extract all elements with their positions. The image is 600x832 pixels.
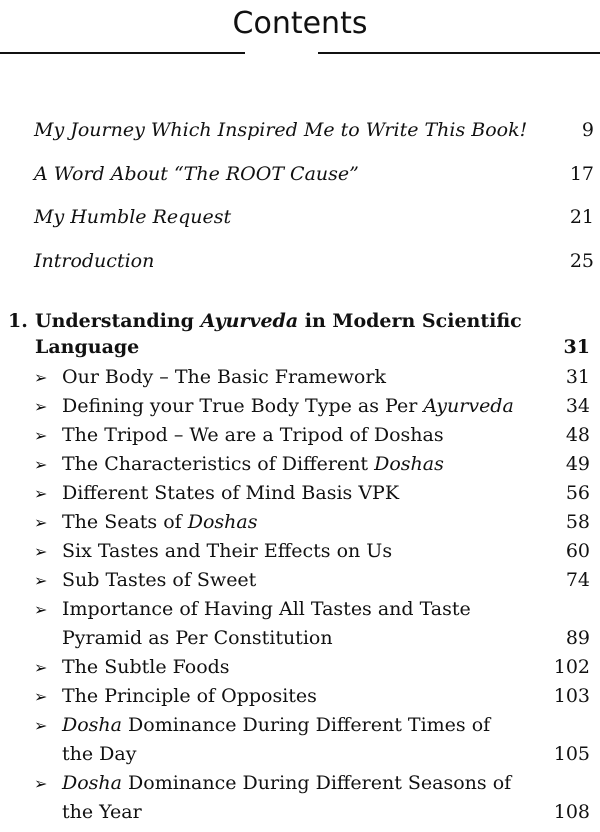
toc-section-entry[interactable] bbox=[34, 363, 590, 392]
toc-section-title: Our Body – The Basic Framework bbox=[62, 366, 386, 388]
toc-section-title: Dosha Dominance During Different Seasons of the Year bbox=[62, 772, 512, 823]
toc-entry-title: My Humble Request bbox=[34, 206, 232, 228]
toc-section-entry[interactable] bbox=[34, 566, 590, 595]
toc-section-page: 105 bbox=[553, 743, 590, 765]
toc-entry-page: 21 bbox=[569, 206, 594, 228]
toc-section-page: 49 bbox=[565, 453, 590, 475]
toc-section-title: The Principle of Opposites bbox=[62, 685, 317, 707]
toc-entry-page: 17 bbox=[569, 163, 594, 185]
toc-section-title: Sub Tastes of Sweet bbox=[62, 569, 257, 591]
chapter-heading[interactable] bbox=[8, 308, 590, 360]
arrow-bullet-icon: ➢ bbox=[34, 687, 48, 706]
toc-section-entry[interactable] bbox=[34, 479, 590, 508]
arrow-bullet-icon: ➢ bbox=[34, 571, 48, 590]
toc-section-entry[interactable] bbox=[34, 682, 590, 711]
arrow-bullet-icon: ➢ bbox=[34, 484, 48, 503]
toc-section-title: Dosha Dominance During Different Times of the Day bbox=[62, 714, 491, 765]
toc-section-entry[interactable] bbox=[34, 421, 590, 450]
arrow-bullet-icon: ➢ bbox=[34, 397, 48, 416]
toc-section-title-line2: the Year bbox=[62, 801, 142, 823]
toc-section-entry[interactable] bbox=[34, 508, 590, 537]
toc-section-page: 103 bbox=[553, 685, 590, 707]
toc-section-page: 108 bbox=[553, 801, 590, 823]
toc-section-title: The Seats of Doshas bbox=[62, 511, 258, 533]
toc-section-entry[interactable] bbox=[34, 392, 590, 421]
chapter-page: 31 bbox=[563, 336, 590, 358]
toc-section-page: 60 bbox=[565, 540, 590, 562]
toc-entry-title: Introduction bbox=[34, 250, 155, 272]
toc-section-page: 74 bbox=[565, 569, 590, 591]
title-rule-left bbox=[0, 52, 245, 54]
arrow-bullet-icon: ➢ bbox=[34, 368, 48, 387]
toc-section-entry[interactable] bbox=[34, 450, 590, 479]
toc-section-page: 102 bbox=[553, 656, 590, 678]
chapter-number: 1. bbox=[8, 310, 28, 332]
chapter-title-line1: Understanding Ayurveda in Modern Scientific bbox=[35, 310, 522, 332]
toc-entry-page: 9 bbox=[581, 119, 594, 141]
arrow-bullet-icon: ➢ bbox=[34, 542, 48, 561]
page-title: Contents bbox=[232, 6, 368, 41]
toc-section-page: 56 bbox=[565, 482, 590, 504]
toc-section-entry[interactable] bbox=[34, 595, 590, 653]
title-rule-right bbox=[318, 52, 600, 54]
arrow-bullet-icon: ➢ bbox=[34, 774, 48, 793]
toc-section-title-line2: Pyramid as Per Constitution bbox=[62, 627, 333, 649]
toc-section-entry[interactable] bbox=[34, 711, 590, 769]
toc-section-page: 58 bbox=[565, 511, 590, 533]
arrow-bullet-icon: ➢ bbox=[34, 716, 48, 735]
toc-entry-title: My Journey Which Inspired Me to Write This Book! bbox=[34, 119, 528, 141]
toc-section-title: Six Tastes and Their Effects on Us bbox=[62, 540, 393, 562]
arrow-bullet-icon: ➢ bbox=[34, 513, 48, 532]
toc-section-entry[interactable] bbox=[34, 769, 590, 827]
toc-section-page: 89 bbox=[565, 627, 590, 649]
toc-section-page: 31 bbox=[565, 366, 590, 388]
arrow-bullet-icon: ➢ bbox=[34, 600, 48, 619]
toc-section-title: The Characteristics of Different Doshas bbox=[62, 453, 444, 475]
arrow-bullet-icon: ➢ bbox=[34, 426, 48, 445]
toc-section-title: The Subtle Foods bbox=[62, 656, 230, 678]
toc-section-title: The Tripod – We are a Tripod of Doshas bbox=[62, 424, 444, 446]
toc-section-page: 34 bbox=[565, 395, 590, 417]
toc-section-title: Different States of Mind Basis VPK bbox=[62, 482, 400, 504]
toc-section-entry[interactable] bbox=[34, 537, 590, 566]
arrow-bullet-icon: ➢ bbox=[34, 455, 48, 474]
chapter-title-line2: Language bbox=[35, 336, 140, 358]
toc-section-title-line2: the Day bbox=[62, 743, 137, 765]
toc-entry[interactable] bbox=[34, 205, 594, 229]
toc-entry[interactable] bbox=[34, 118, 594, 142]
toc-section-page: 48 bbox=[565, 424, 590, 446]
toc-section-title: Defining your True Body Type as Per Ayurveda bbox=[62, 395, 514, 417]
toc-entry-title: A Word About “The ROOT Cause” bbox=[34, 163, 359, 185]
arrow-bullet-icon: ➢ bbox=[34, 658, 48, 677]
toc-section-entry[interactable] bbox=[34, 653, 590, 682]
toc-entry-page: 25 bbox=[569, 250, 594, 272]
toc-section-title: Importance of Having All Tastes and Taste Pyramid as Per Constitution bbox=[62, 598, 471, 649]
toc-entry[interactable] bbox=[34, 249, 594, 273]
toc-entry[interactable] bbox=[34, 162, 594, 186]
